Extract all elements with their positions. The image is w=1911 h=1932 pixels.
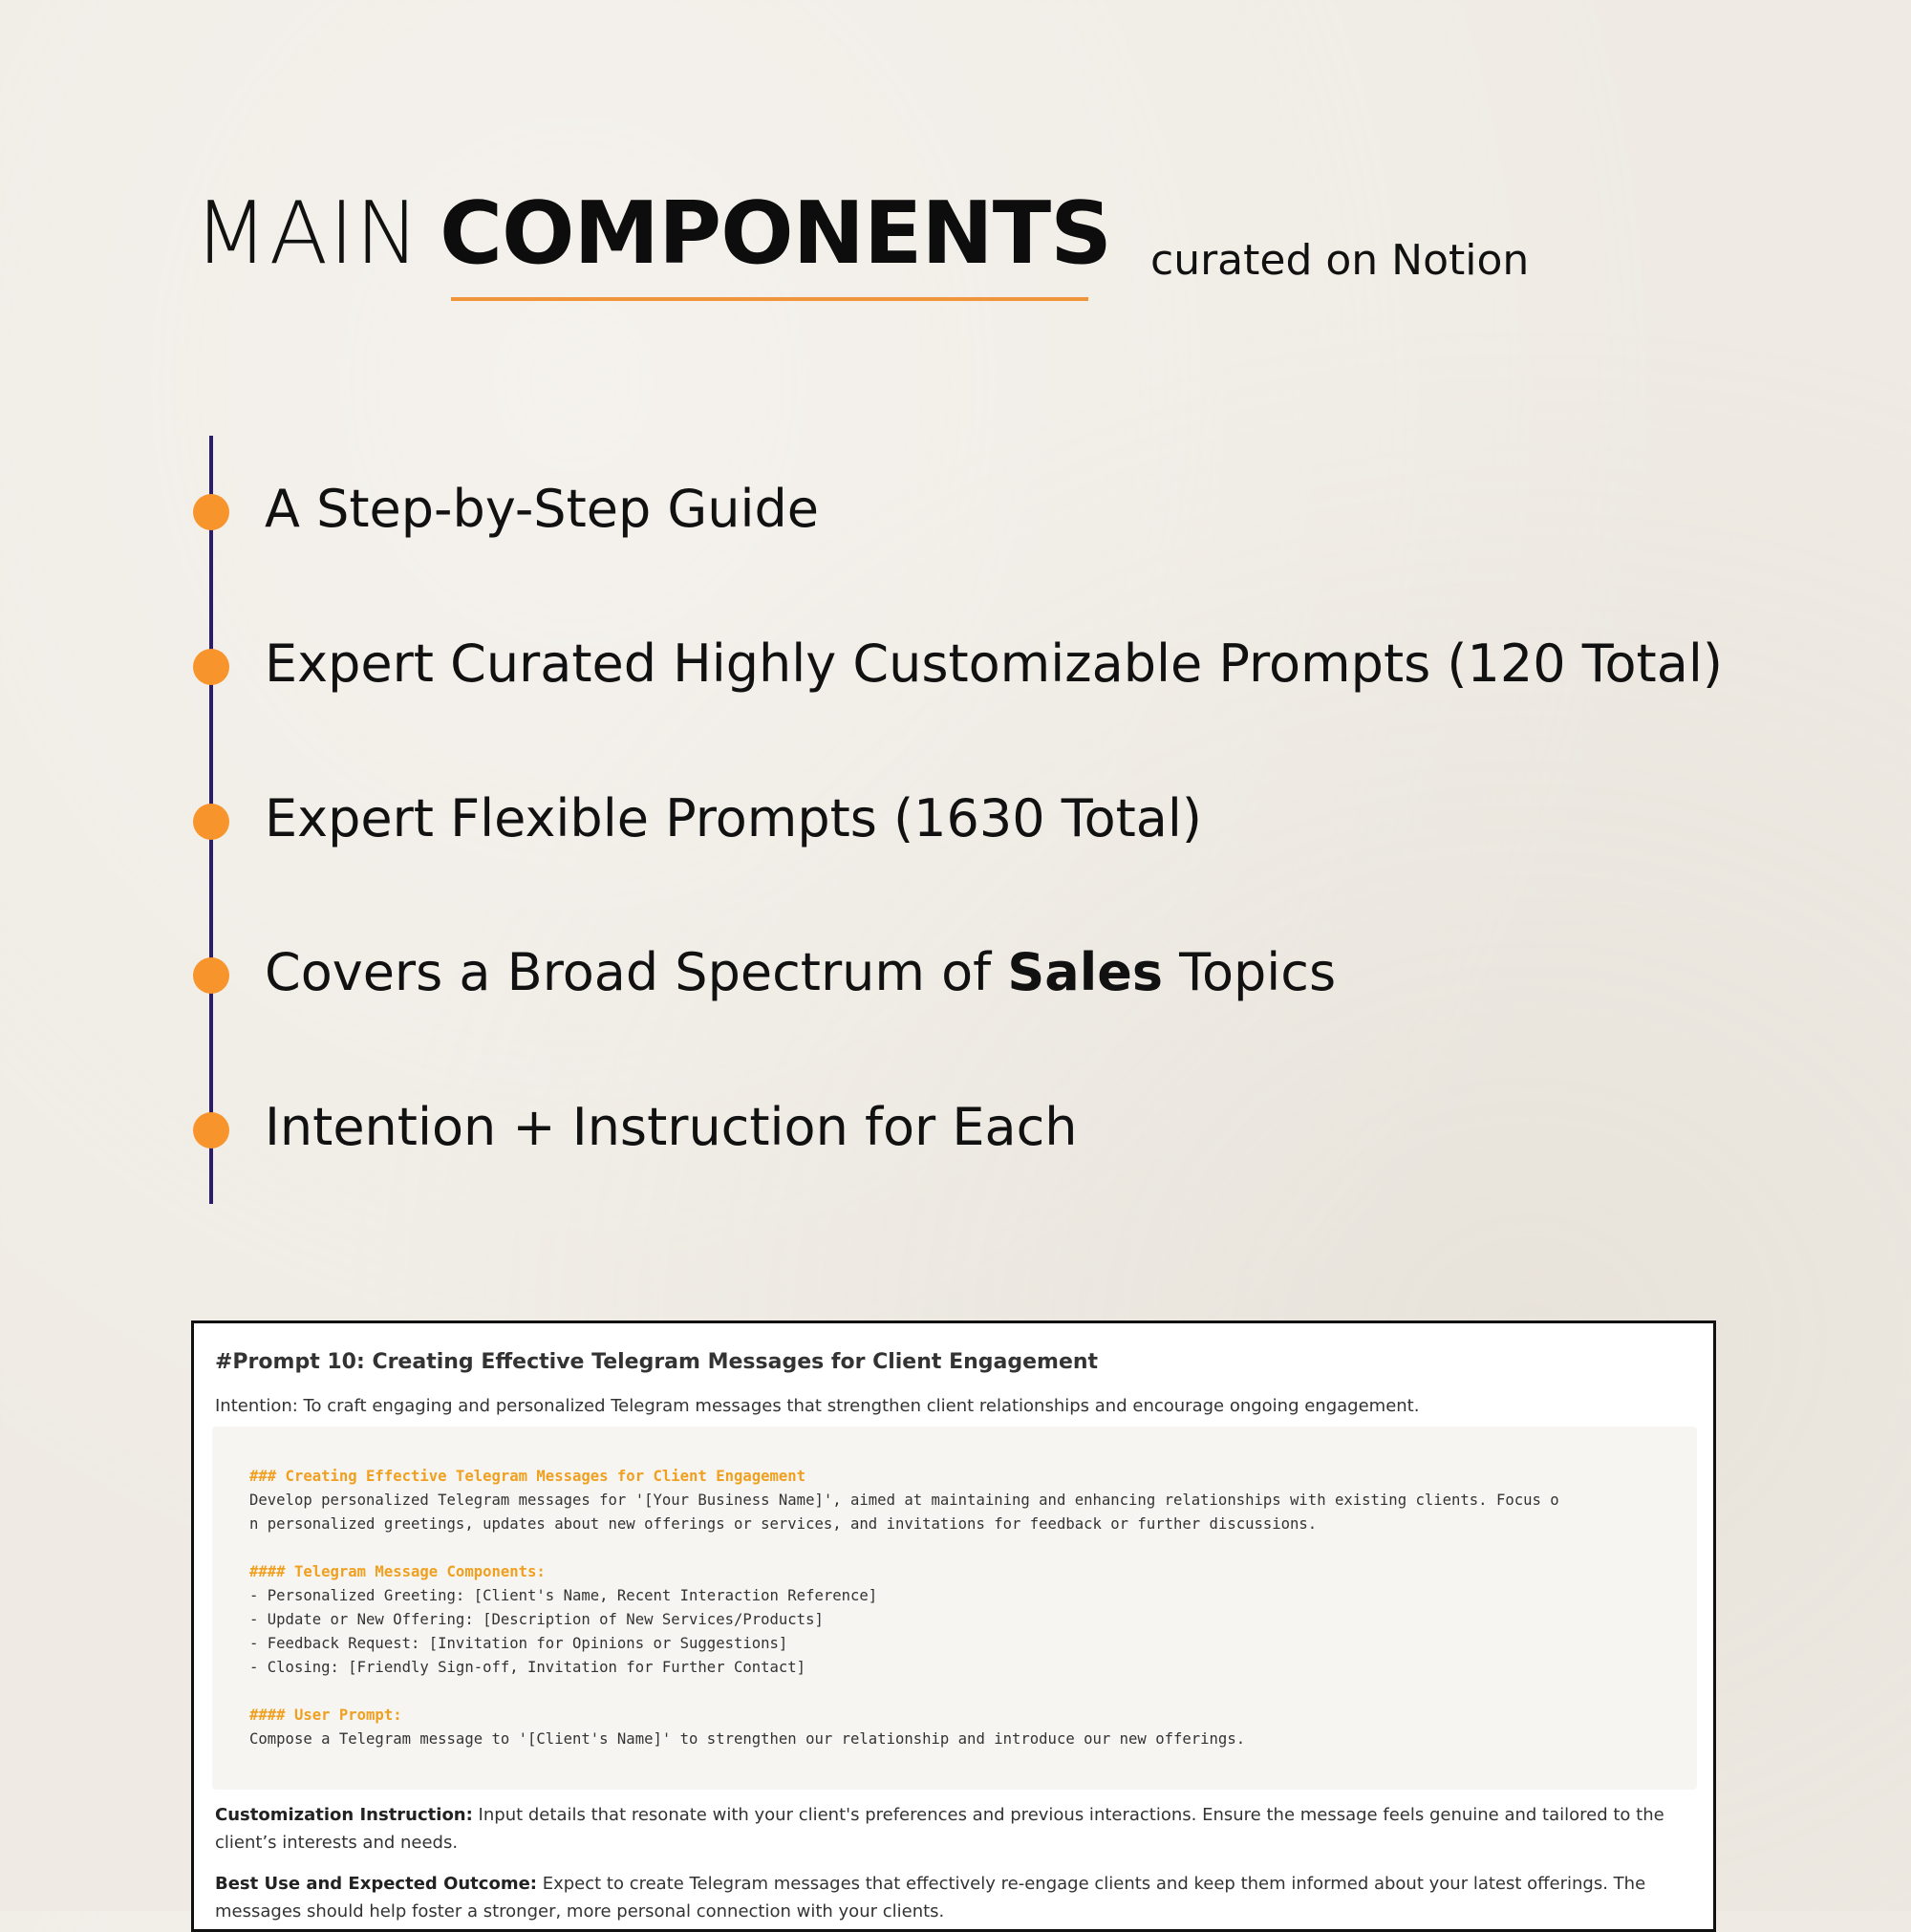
component-text: Intention + Instruction for Each — [265, 1097, 1078, 1157]
bullet-dot-icon — [193, 957, 229, 994]
code-line: - Update or New Offering: [Description of New Services/Products] — [249, 1611, 824, 1628]
code-heading: #### User Prompt: — [249, 1707, 402, 1724]
bullet-dot-icon — [193, 494, 229, 530]
code-line: - Feedback Request: [Invitation for Opinions or Suggestions] — [249, 1635, 788, 1652]
code-line: Compose a Telegram message to '[Client's Name]' to strengthen our relationship and introduce our new offerings. — [249, 1730, 1246, 1748]
best-use-outcome — [215, 1870, 1706, 1925]
component-item — [0, 934, 1911, 1010]
bullet-dot-icon — [193, 1112, 229, 1148]
code-line — [249, 1680, 1559, 1704]
component-text-part: Topics — [1162, 942, 1337, 1002]
code-line — [249, 1536, 1559, 1560]
component-text-part: Covers a Broad Spectrum of — [265, 942, 1008, 1002]
code-line: n personalized greetings, updates about new offerings or services, and invitations for feedback or further discussions. — [249, 1515, 1318, 1533]
component-item — [0, 1088, 1911, 1165]
card-title: #Prompt 10: Creating Effective Telegram Messages for Client Engagement — [215, 1350, 1099, 1374]
prompt-example-card — [191, 1320, 1716, 1932]
component-bold-word: Sales — [1007, 942, 1163, 1002]
component-item — [0, 625, 1911, 701]
code-heading: #### Telegram Message Components: — [249, 1563, 546, 1580]
title-underline — [451, 297, 1088, 301]
code-block-box — [212, 1427, 1697, 1790]
best-use-text: Expect to create Telegram messages that effectively re-engage clients and keep them informed about your latest offerings. The messages should help foster a stronger, more personal connection with your clients. — [215, 1874, 1646, 1921]
component-item — [0, 470, 1911, 547]
bullet-dot-icon — [193, 649, 229, 685]
subtitle: curated on Notion — [1150, 236, 1530, 285]
code-line: - Personalized Greeting: [Client's Name, Recent Interaction Reference] — [249, 1587, 878, 1604]
component-text — [265, 942, 1337, 1002]
component-item — [0, 780, 1911, 856]
card-intention: Intention: To craft engaging and personalized Telegram messages that strengthen client relationships and encourage ongoing engagement. — [215, 1396, 1420, 1416]
component-text: Expert Flexible Prompts (1630 Total) — [265, 788, 1202, 848]
code-block — [249, 1465, 1559, 1751]
title-bold-word: COMPONENTS — [440, 183, 1111, 284]
customization-label: Customization Instruction: — [215, 1805, 473, 1825]
code-line: - Closing: [Friendly Sign-off, Invitation for Further Contact] — [249, 1659, 806, 1676]
code-heading: ### Creating Effective Telegram Messages for Client Engagement — [249, 1468, 806, 1485]
customization-instruction — [215, 1801, 1706, 1857]
bullet-dot-icon — [193, 804, 229, 840]
title-light-word: MAIN — [194, 183, 421, 284]
component-text: A Step-by-Step Guide — [265, 479, 819, 539]
best-use-label: Best Use and Expected Outcome: — [215, 1874, 537, 1894]
customization-text: Input details that resonate with your client's preferences and previous interactions. Ensure the message feels genuine and tailored to the client’s interests and needs. — [215, 1805, 1664, 1853]
component-text: Expert Curated Highly Customizable Prompts (120 Total) — [265, 633, 1723, 694]
code-line: Develop personalized Telegram messages for '[Your Business Name]', aimed at maintaining and enhancing relationships with existing clients. Focus o — [249, 1492, 1559, 1509]
